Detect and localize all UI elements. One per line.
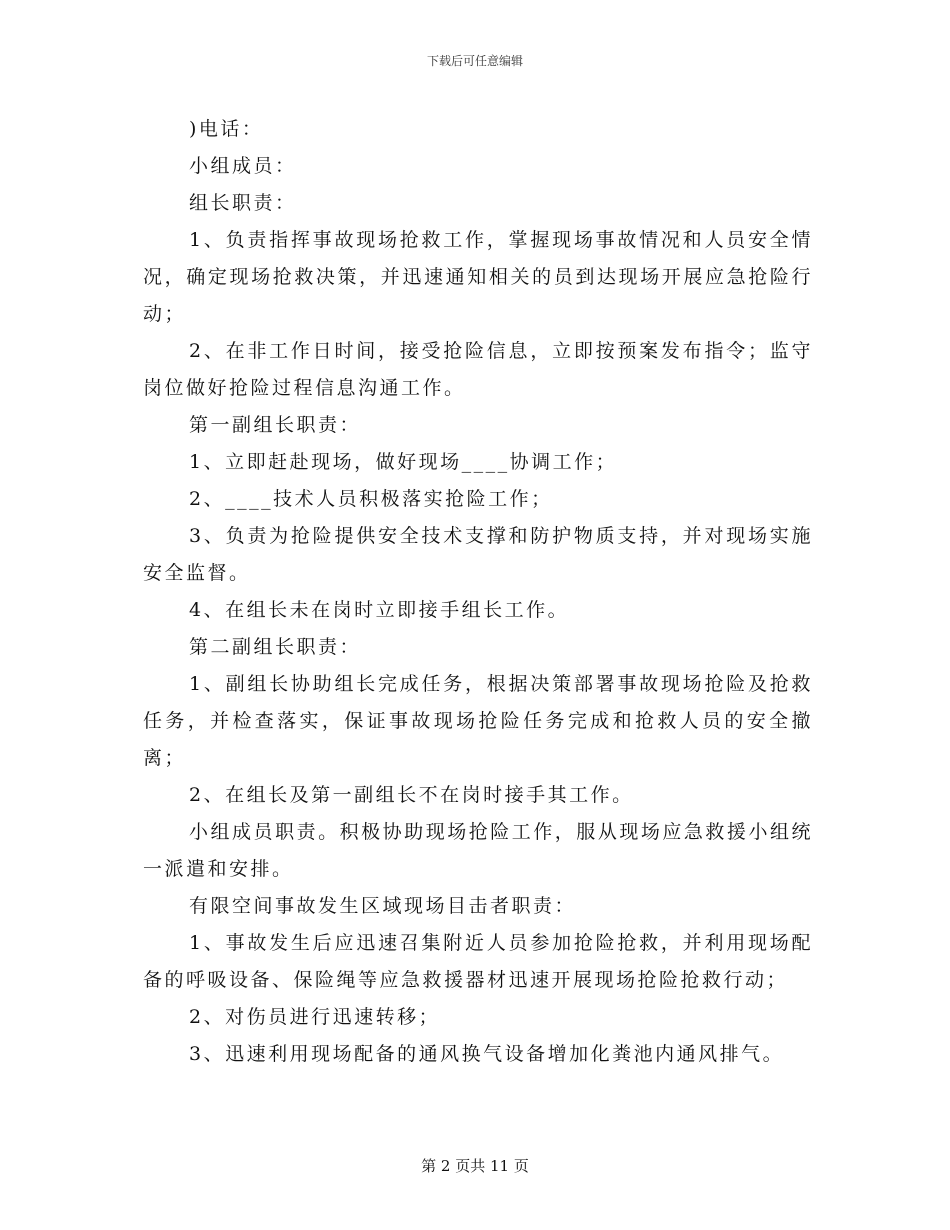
heading-second-deputy-duties: 第二副组长职责： — [189, 636, 362, 658]
second-deputy-duty-2: 2、在组长及第一副组长不在岗时接手其工作。 — [189, 784, 634, 806]
first-deputy-duty-2: 2、____技术人员积极落实抢险工作； — [189, 488, 553, 510]
paragraph-team-members: 小组成员： — [189, 155, 297, 177]
heading-first-deputy-duties: 第一副组长职责： — [189, 414, 362, 436]
document-body — [143, 111, 813, 1073]
first-deputy-duty-1: 1、立即赶赴现场，做好现场____协调工作； — [189, 451, 618, 473]
member-duties: 小组成员职责。积极协助现场抢险工作，服从现场应急救援小组统一派遣和安排。 — [143, 821, 813, 880]
paragraph-phone: )电话： — [189, 118, 264, 140]
witness-duty-1: 1、事故发生后应迅速召集附近人员参加抢险抢救，并利用现场配备的呼吸设备、保险绳等应急救援器材迅速开展现场抢险抢救行动； — [143, 932, 813, 991]
second-deputy-duty-1: 1、副组长协助组长完成任务，根据决策部署事故现场抢险及抢救任务，并检查落实，保证事故现场抢险任务完成和抢救人员的安全撤离； — [143, 673, 813, 769]
witness-duty-3: 3、迅速利用现场配备的通风换气设备增加化粪池内通风排气。 — [189, 1043, 785, 1065]
leader-duty-1: 1、负责指挥事故现场抢救工作，掌握现场事故情况和人员安全情况，确定现场抢救决策，并迅速通知相关的员到达现场开展应急抢险行动； — [143, 229, 813, 325]
leader-duty-2: 2、在非工作日时间，接受抢险信息，立即按预案发布指令；监守岗位做好抢险过程信息沟通工作。 — [143, 340, 813, 399]
page-header: 下载后可任意编辑 — [426, 54, 523, 68]
heading-witness-duties: 有限空间事故发生区域现场目击者职责： — [189, 895, 577, 917]
page-footer: 第 2 页共 11 页 — [421, 1157, 529, 1175]
witness-duty-2: 2、对伤员进行迅速转移； — [189, 1006, 441, 1028]
first-deputy-duty-4: 4、在组长未在岗时立即接手组长工作。 — [189, 599, 570, 621]
heading-leader-duties: 组长职责： — [189, 192, 297, 214]
first-deputy-duty-3: 3、负责为抢险提供安全技术支撑和防护物质支持，并对现场实施安全监督。 — [143, 525, 813, 584]
